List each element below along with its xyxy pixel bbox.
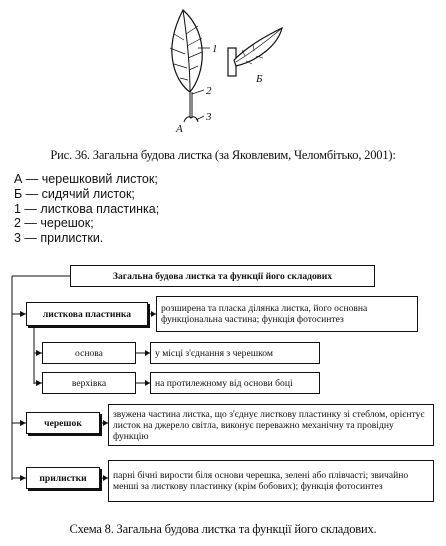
figure-caption: Рис. 36. Загальна будова листка (за Яковлевим, Челомбітько, 2001): — [50, 148, 396, 162]
stipules-box: прилистки — [26, 467, 100, 489]
petiole-box: черешок — [26, 412, 100, 434]
leaf-apex-description: на протилежному від основи боці — [150, 372, 320, 394]
figure-label-3: 3 — [206, 111, 212, 123]
stipules-description: парні бічні вирости біля основи черешка, зелені або плівчасті; звичайно менші за листкову пластинку (крім бобових); функція фотосинтез — [108, 460, 434, 502]
scheme-caption: Схема 8. Загальна будова листка та функції його складових. — [69, 522, 377, 536]
leaf-base-description: у місці з'єднання з черешком — [150, 342, 320, 364]
leaf-blade-description: розширена та пласка ділянка листка, його основна функціональна частина; функція фотосинтез — [156, 296, 418, 332]
figure-label-1: 1 — [212, 43, 218, 55]
legend-item: А — черешковий листок; — [14, 172, 158, 186]
figure-label-b: Б — [256, 73, 263, 85]
leaf-apex-box: верхівка — [42, 372, 136, 394]
legend-item: 3 — прилистки. — [14, 231, 104, 246]
legend-item: 2 — черешок; — [14, 216, 94, 231]
figure-label-a: А — [176, 123, 183, 135]
leaf-blade-box: листкова пластинка — [26, 302, 148, 326]
figure-label-2: 2 — [206, 85, 212, 97]
legend-item: 1 — листкова пластинка; — [14, 201, 160, 216]
legend-item: Б — сидячий листок; — [14, 186, 135, 201]
petiole-description: звужена частина листка, що з'єднує листкову пластинку зі стеблом, орієнтує листок на джерело світла, виконує переважно механічну та провідну функцію — [108, 404, 434, 446]
scheme-title-box: Загальна будова листка та функції його складових — [70, 265, 375, 287]
leaf-base-box: основа — [42, 342, 136, 364]
